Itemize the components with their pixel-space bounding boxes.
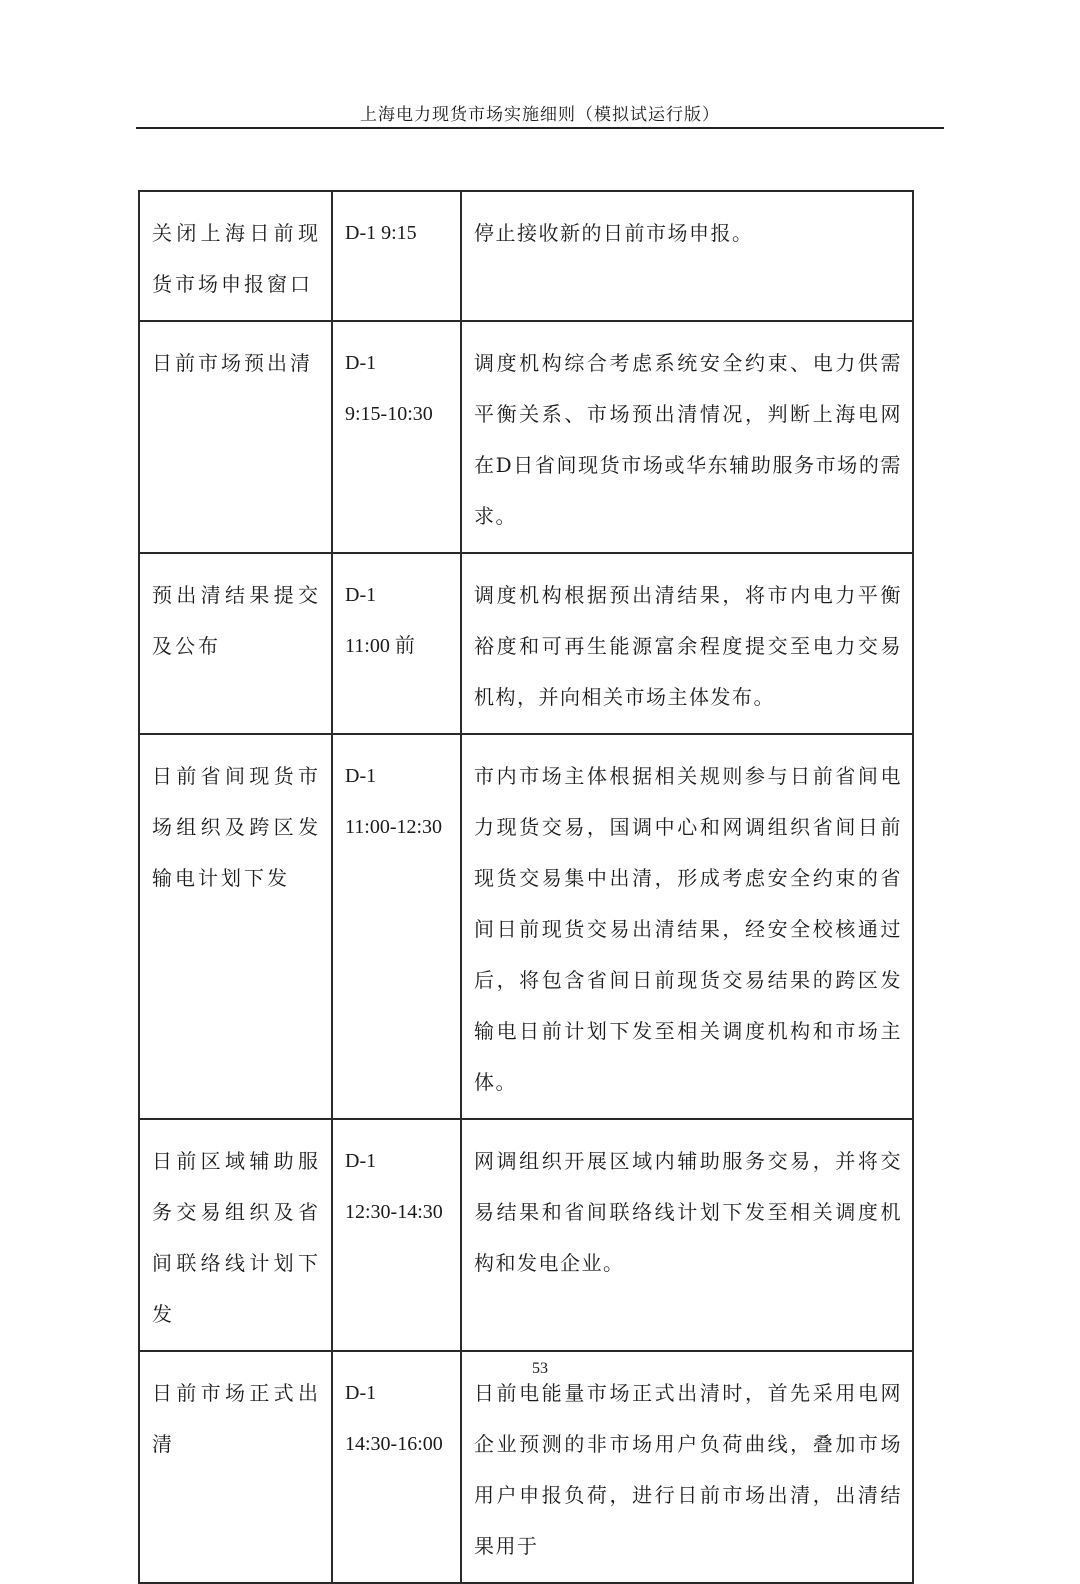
table-row [139,1119,913,1351]
time-line: D-1 [345,584,377,606]
time-cell [332,1351,461,1583]
page-number: 53 [532,1360,548,1377]
description-cell: 停止接收新的日前市场申报。 [461,191,913,321]
time-line: D-1 [345,352,377,374]
table-row [139,191,913,321]
time-line: D-1 [345,1382,377,1404]
page-header-title: 上海电力现货市场实施细则（模拟试运行版） [360,105,720,125]
stage-cell: 日前省间现货市场组织及跨区发输电计划下发 [139,734,332,1119]
stage-cell: 日前市场预出清 [139,321,332,553]
stage-cell: 日前市场正式出清 [139,1351,332,1583]
time-line: D-1 9:15 [345,222,417,244]
time-cell [332,321,461,553]
header-rule [136,127,944,129]
time-cell [332,553,461,734]
time-line: 12:30-14:30 [345,1201,443,1223]
time-cell [332,734,461,1119]
table-row [139,1351,913,1583]
description-cell: 市内市场主体根据相关规则参与日前省间电力现货交易，国调中心和网调组织省间日前现货交易集中出清，形成考虑安全约束的省间日前现货交易出清结果，经安全校核通过后，将包含省间日前现货交易结果的跨区发输电日前计划下发至相关调度机构和市场主体。 [461,734,913,1119]
stage-cell: 关闭上海日前现货市场申报窗口 [139,191,332,321]
time-cell [332,1119,461,1351]
time-line: 9:15-10:30 [345,403,433,425]
time-cell [332,191,461,321]
time-line: D-1 [345,1150,377,1172]
description-cell: 网调组织开展区域内辅助服务交易，并将交易结果和省间联络线计划下发至相关调度机构和发电企业。 [461,1119,913,1351]
time-line: 14:30-16:00 [345,1433,443,1455]
time-line: 11:00-12:30 [345,816,443,838]
description-cell: 调度机构根据预出清结果，将市内电力平衡裕度和可再生能源富余程度提交至电力交易机构，并向相关市场主体发布。 [461,553,913,734]
description-cell: 日前电能量市场正式出清时，首先采用电网企业预测的非市场用户负荷曲线，叠加市场用户申报负荷，进行日前市场出清，出清结果用于 [461,1351,913,1583]
stage-cell: 日前区域辅助服务交易组织及省间联络线计划下发 [139,1119,332,1351]
table-row [139,734,913,1119]
table-row [139,321,913,553]
description-cell: 调度机构综合考虑系统安全约束、电力供需平衡关系、市场预出清情况，判断上海电网在D日省间现货市场或华东辅助服务市场的需求。 [461,321,913,553]
time-line: D-1 [345,765,377,787]
time-line: 11:00 前 [345,635,415,657]
stage-cell: 预出清结果提交及公布 [139,553,332,734]
table-row [139,553,913,734]
